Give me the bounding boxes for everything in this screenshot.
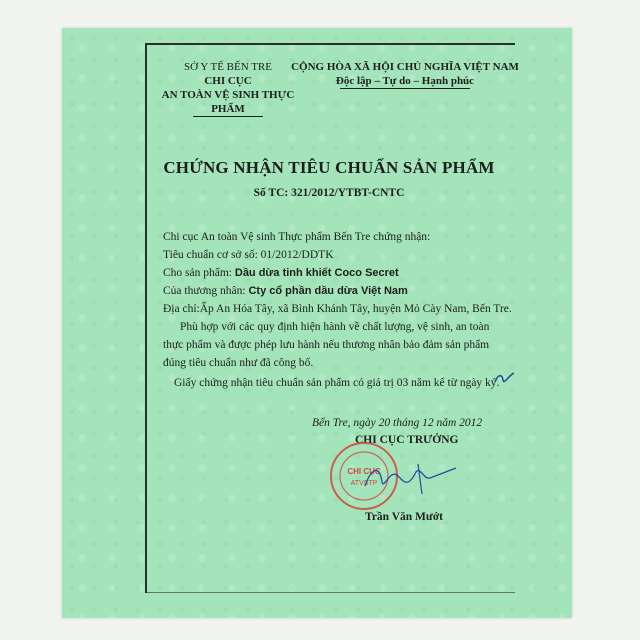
issuer-line2: CHI CỤC bbox=[204, 75, 252, 87]
compliance-line3: đúng tiêu chuẩn như đã công bố. bbox=[163, 357, 314, 369]
product-value: Dầu dừa tinh khiết Coco Secret bbox=[234, 267, 399, 279]
signing-date: Bến Tre, ngày 20 tháng 12 năm 2012 bbox=[312, 417, 483, 429]
intro-text: Chi cục An toàn Vệ sinh Thực phẩm Bến Tre chứng nhận: bbox=[163, 231, 431, 243]
national-title: CỘNG HÒA XÃ HỘI CHỦ NGHĨA VIỆT NAM bbox=[291, 61, 519, 73]
frame-top-line bbox=[145, 43, 515, 45]
stamp-text-top: CHI CỤC bbox=[347, 467, 381, 476]
compliance-line1: Phù hợp với các quy định hiện hành về chất lượng, vệ sinh, an toàn bbox=[180, 321, 490, 333]
validity-line: Giấy chứng nhận tiêu chuẩn sản phẩm có giá trị 03 năm kể từ ngày ký. bbox=[174, 377, 500, 389]
product-line bbox=[163, 266, 399, 280]
pen-check-icon bbox=[492, 370, 518, 390]
national-header bbox=[290, 60, 520, 89]
signer-name: Trần Văn Mướt bbox=[365, 511, 444, 523]
trader-label: Của thương nhân: bbox=[163, 285, 249, 297]
national-motto: Độc lập – Tự do – Hạnh phúc bbox=[335, 75, 475, 87]
standard-line bbox=[163, 248, 334, 262]
stamp-text-mid: ATVSTP bbox=[350, 480, 378, 487]
trader-value: Cty cổ phần dầu dừa Việt Nam bbox=[248, 285, 408, 297]
compliance-line2: thực phẩm và được phép lưu hành nếu thương nhân bảo đảm sản phẩm bbox=[163, 339, 490, 351]
handwritten-signature bbox=[360, 458, 470, 498]
frame-bottom-line bbox=[145, 592, 515, 593]
standard-value: 01/2012/DDTK bbox=[260, 249, 334, 261]
signer-role: CHI CỤC TRƯỞNG bbox=[355, 434, 459, 446]
issuer-line1: SỞ Y TẾ BẾN TRE bbox=[183, 61, 272, 73]
issuer-line3: AN TOÀN VỆ SINH THỰC PHẨM bbox=[161, 89, 295, 115]
address-line: Địa chỉ:Ấp An Hóa Tây, xã Bình Khánh Tây, huyện Mỏ Cày Nam, Bến Tre. bbox=[163, 303, 512, 315]
frame-left-line bbox=[145, 43, 147, 593]
issuer-header bbox=[158, 60, 298, 117]
certificate-number: Số TC: 321/2012/YTBT-CNTC bbox=[253, 187, 405, 199]
trader-line bbox=[163, 284, 408, 298]
standard-label: Tiêu chuẩn cơ sở số: bbox=[163, 249, 261, 261]
document-title: CHỨNG NHẬN TIÊU CHUẨN SẢN PHẨM bbox=[163, 158, 495, 177]
product-label: Cho sản phẩm: bbox=[163, 267, 235, 279]
